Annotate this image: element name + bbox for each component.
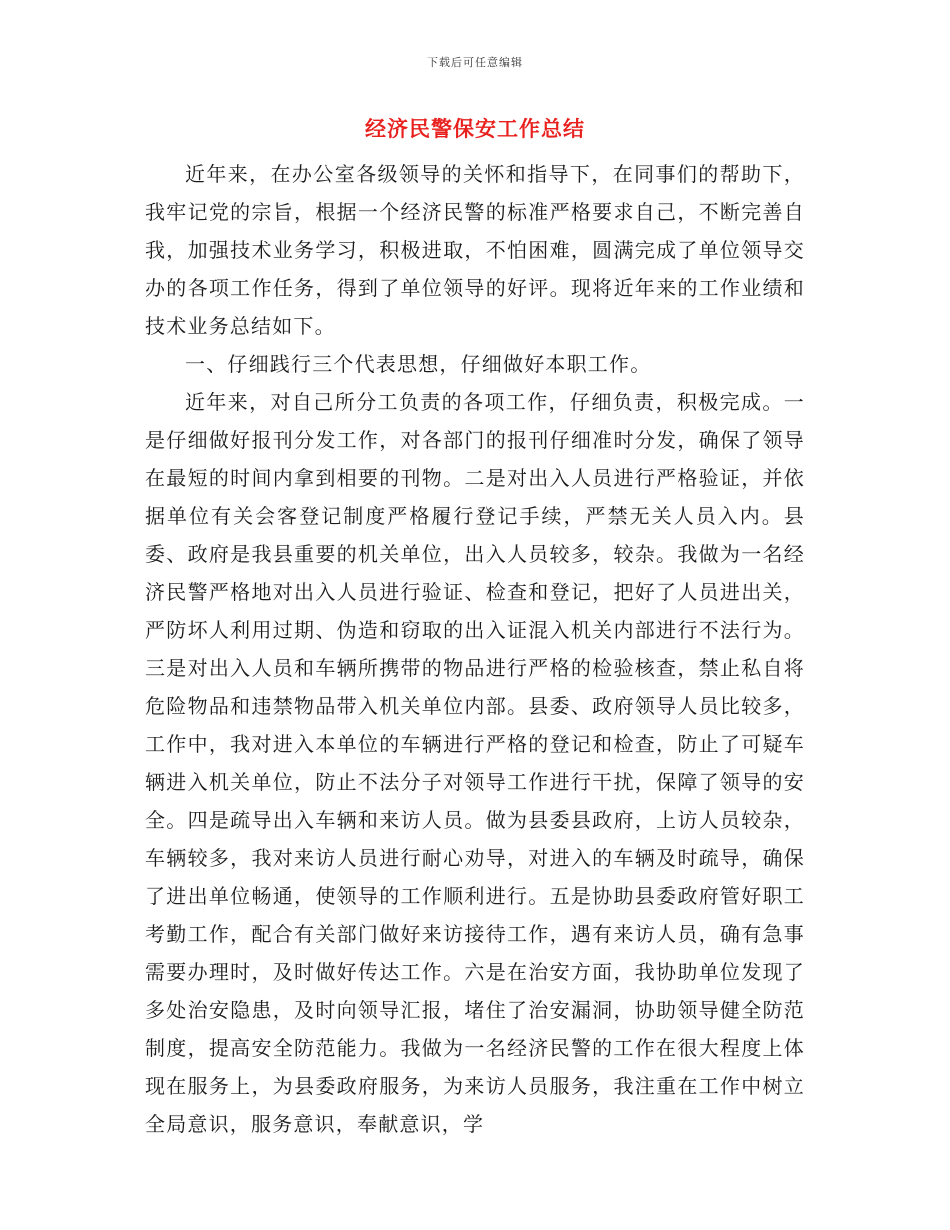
paragraph-intro: 近年来，在办公室各级领导的关怀和指导下，在同事们的帮助下，我牢记党的宗旨，根据一个经济民警的标准严格要求自己，不断完善自我，加强技术业务学习，积极进取，不怕困难，圆满完成了单位领导交办的各项工作任务，得到了单位领导的好评。现将近年来的工作业绩和技术业务总结如下。 [145,162,805,338]
document-title: 经济民警保安工作总结 [365,116,585,141]
page-header-note: 下载后可任意编辑 [427,56,523,69]
section-heading-1: 一、仔细践行三个代表思想，仔细做好本职工作。 [185,352,652,376]
document-body [145,155,805,1143]
paragraph-section-1: 近年来，对自己所分工负责的各项工作，仔细负责，积极完成。一是仔细做好报刊分发工作，对各部门的报刊仔细准时分发，确保了领导在最短的时间内拿到相要的刊物。二是对出入人员进行严格验证，并依据单位有关会客登记制度严格履行登记手续，严禁无关人员入内。县委、政府是我县重要的机关单位，出入人员较多，较杂。我做为一名经济民警严格地对出入人员进行验证、检查和登记，把好了人员进出关，严防坏人利用过期、伪造和窃取的出入证混入机关内部进行不法行为。三是对出入人员和车辆所携带的物品进行严格的检验核查，禁止私自将危险物品和违禁物品带入机关单位内部。县委、政府领导人员比较多，工作中，我对进入本单位的车辆进行严格的登记和检查，防止了可疑车辆进入机关单位，防止不法分子对领导工作进行干扰，保障了领导的安全。四是疏导出入车辆和来访人员。做为县委县政府，上访人员较杂，车辆较多，我对来访人员进行耐心劝导，对进入的车辆及时疏导，确保了进出单位畅通，使领导的工作顺利进行。五是协助县委政府管好职工考勤工作，配合有关部门做好来访接待工作，遇有来访人员，确有急事需要办理时，及时做好传达工作。六是在治安方面，我协助单位发现了多处治安隐患，及时向领导汇报，堵住了治安漏洞，协助领导健全防范制度，提高安全防范能力。我做为一名经济民警的工作在很大程度上体现在服务上，为县委政府服务，为来访人员服务，我注重在工作中树立全局意识，服务意识，奉献意识，学 [145,390,805,1136]
